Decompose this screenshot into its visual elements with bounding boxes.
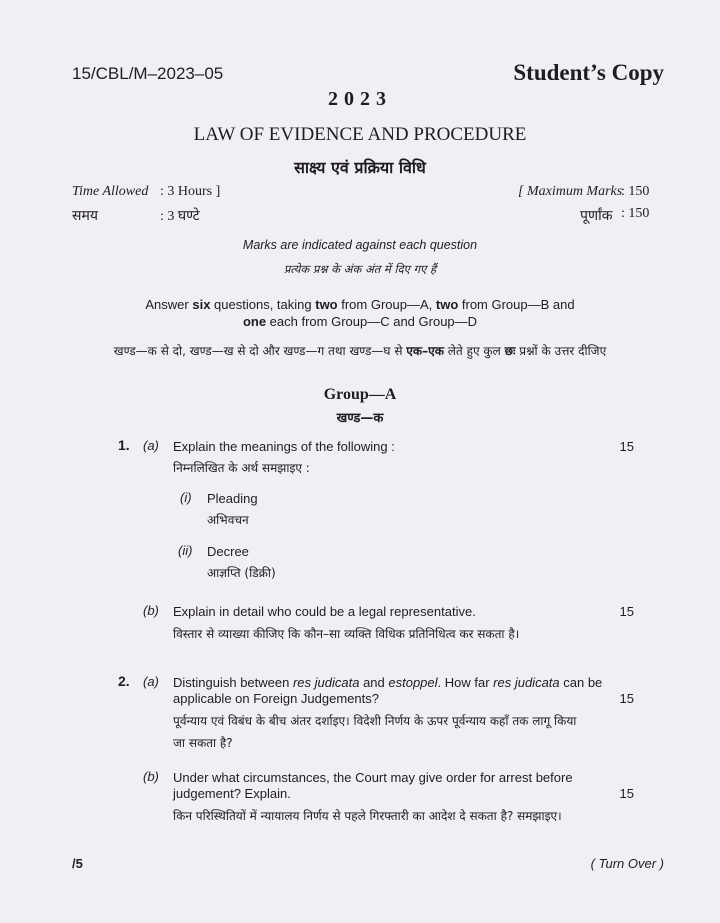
time-value-en: : 3 Hours ] — [160, 184, 221, 199]
q1-part-b-text: Explain in detail who could be a legal representative. — [173, 604, 476, 619]
q1-part-a-text-hindi: निम्नलिखित के अर्थ समझाइए : — [173, 461, 310, 475]
q2-part-b-text-hindi: किन परिस्थितियों में न्यायालय निर्णय से पहले गिरफ्तारी का आदेश दे सकता है? समझाइए। — [173, 809, 562, 823]
q1-part-b-marks: 15 — [619, 604, 634, 619]
time-label-hi: समय — [72, 209, 98, 224]
q1-part-a-marks: 15 — [619, 439, 634, 454]
paper-title: LAW OF EVIDENCE AND PROCEDURE — [193, 124, 527, 145]
group-heading-hindi: खण्ड—क — [336, 411, 384, 426]
q1-sub-ii-text: Decree — [207, 544, 249, 559]
q2-part-a-label: (a) — [143, 674, 159, 689]
group-heading: Group—A — [323, 386, 397, 403]
q2-part-a-text-hindi-2: जा सकता है? — [173, 736, 233, 750]
marks-note: Marks are indicated against each question — [242, 238, 478, 252]
max-marks-value-hi: : 150 — [621, 206, 650, 221]
max-marks-hi: पूर्णांक — [580, 209, 613, 224]
answer-instructions: Answer six questions, taking two from Group—A, two from Group—B and one each from Group—C and Group—D — [145, 297, 575, 329]
q2-part-a-text-hindi-1: पूर्वन्याय एवं विबंध के बीच अंतर दर्शाइए। विदेशी निर्णय के ऊपर पूर्वन्याय कहाँ तक लागू किया — [173, 714, 577, 728]
exam-year: 2023 — [328, 88, 392, 110]
time-allowed-en: Time Allowed — [72, 184, 149, 199]
paper-title-hindi: साक्ष्य एवं प्रक्रिया विधि — [294, 158, 426, 177]
q2-part-b-text-line2: judgement? Explain. — [173, 786, 291, 801]
q1-sub-i-label: (i) — [180, 490, 192, 505]
q2-part-a-text-line2: applicable on Foreign Judgements? — [173, 691, 379, 706]
q1-sub-ii-text-hindi: आज्ञप्ति (डिक्री) — [207, 566, 276, 580]
q2-part-a-text: Distinguish between res judicata and estoppel. How far res judicata can be — [173, 675, 603, 690]
q2-part-a-marks: 15 — [619, 691, 634, 706]
q1-part-b-label: (b) — [143, 603, 159, 618]
q1-part-a-text: Explain the meanings of the following : — [173, 439, 395, 454]
q1-sub-i-text-hindi: अभिवचन — [207, 513, 249, 527]
q1-part-a-label: (a) — [143, 438, 159, 453]
q1-sub-ii-label: (ii) — [178, 543, 193, 558]
marks-note-hindi: प्रत्येक प्रश्न के अंक अंत में दिए गए हैं — [283, 262, 437, 276]
question-1-number: 1. — [118, 437, 130, 453]
copy-label: Student’s Copy — [513, 60, 664, 85]
q1-part-b-text-hindi: विस्तार से व्याख्या कीजिए कि कौन–सा व्यक्ति विधिक प्रतिनिधित्व कर सकता है। — [173, 627, 520, 641]
time-value-hi: : 3 घण्टे — [160, 209, 200, 224]
page-number: /5 — [72, 856, 83, 871]
q1-sub-i-text: Pleading — [207, 491, 258, 506]
turn-over: ( Turn Over ) — [590, 856, 664, 871]
question-2-number: 2. — [118, 673, 130, 689]
max-marks-value: : 150 — [621, 184, 650, 199]
q2-part-b-text-line1: Under what circumstances, the Court may give order for arrest before — [173, 770, 573, 785]
answer-instructions-hindi: खण्ड—क से दो, खण्ड—ख से दो और खण्ड—ग तथा खण्ड—घ से एक–एक लेते हुए कुल छः प्रश्नों के उत्तर दीजिए — [113, 344, 607, 358]
q2-part-b-label: (b) — [143, 769, 159, 784]
paper-code: 15/CBL/M–2023–05 — [72, 64, 224, 83]
q2-part-b-marks: 15 — [619, 786, 634, 801]
max-marks-en: [ Maximum Marks — [518, 184, 623, 199]
